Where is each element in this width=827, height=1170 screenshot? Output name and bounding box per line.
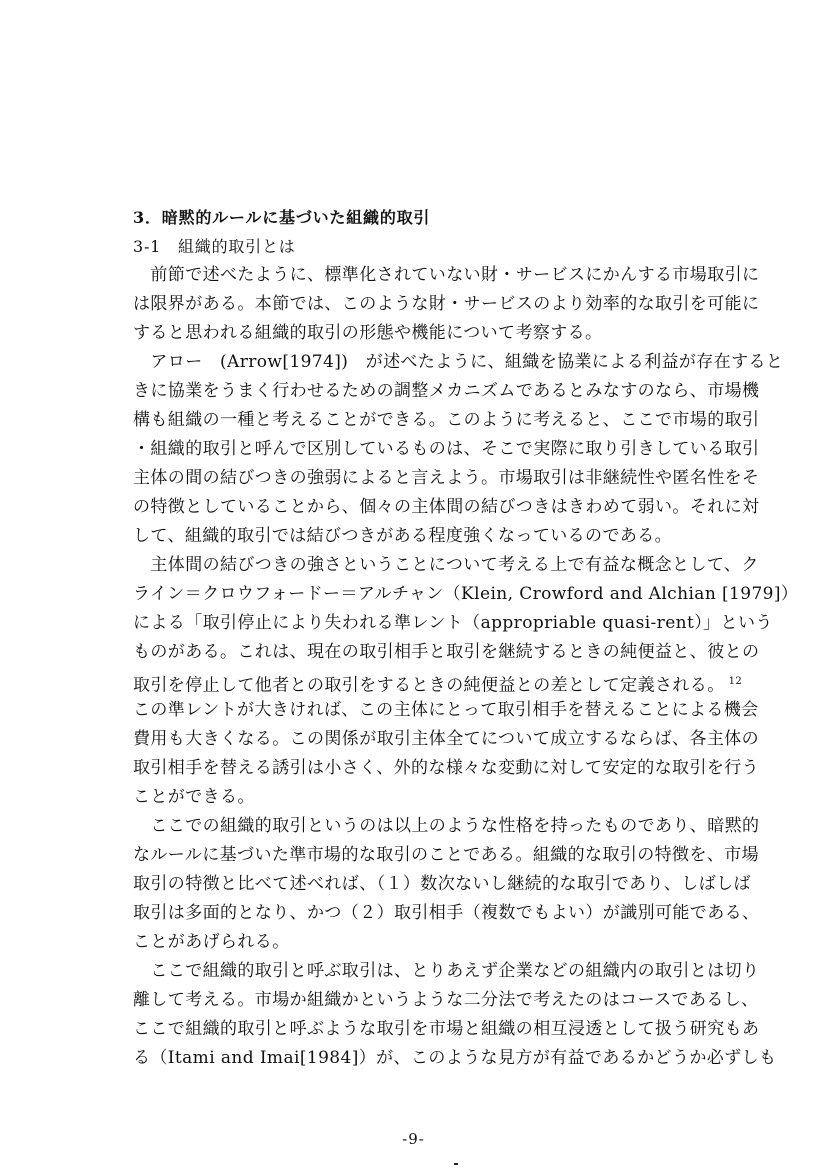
text-line: して、組織的取引では結びつきがある程度強くなっているのである。 — [133, 526, 673, 546]
text-line: 離して考える。市場か組織かというような二分法で考えたのはコースであるし、 — [133, 990, 759, 1010]
page-number: -9- — [402, 1130, 425, 1148]
text-line: 主体の間の結びつきの強弱によると言えよう。市場取引は非継続性や匿名性をそ — [133, 468, 760, 488]
text-line: の特徴としていることから、個々の主体間の結びつきはきわめて弱い。それに対 — [133, 497, 760, 517]
text-line: ここでの組織的取引というのは以上のような性格を持ったものであり、暗黙的 — [133, 816, 760, 836]
text-line: 主体間の結びつきの強さということについて考える上で有益な概念として、ク — [133, 555, 759, 575]
text-line: による「取引停止により失われる準レント（appropriable quasi-rent）」という — [133, 613, 773, 633]
section-headings — [133, 203, 733, 261]
text-line: 取引の特徴と比べて述べれば、（１）数次ないし継続的な取引であり、しばしば — [133, 874, 751, 894]
text-line: ここで組織的取引と呼ぶような取引を市場と組織の相互浸透として扱う研究もあ — [133, 1019, 760, 1039]
text-line: ライン＝クロウフォードー＝アルチャン（Klein, Crowford and Alchian [1979]） — [133, 584, 799, 604]
text-line: ものがある。これは、現在の取引相手と取引を継続するときの純便益と、彼との — [133, 642, 760, 662]
footnote-marker: 12 — [728, 676, 743, 687]
section-heading: 3．暗黙的ルールに基づいた組織的取引 — [133, 208, 431, 227]
text-line: アロー (Arrow[1974]) が述べたように、組織を協業による利益が存在すると — [133, 352, 784, 372]
text-line: 取引は多面的となり、かつ（２）取引相手（複数でもよい）が識別可能である、 — [133, 903, 760, 923]
text-line: 取引を停止して他者との取引をするときの純便益との差として定義される。 — [133, 675, 725, 696]
text-line-with-footnote — [133, 667, 743, 696]
text-line: なルールに基づいた準市場的な取引のことである。組織的な取引の特徴を、市場 — [133, 845, 760, 865]
text-line: る（Itami and Imai[1984]）が、このような見方が有益であるかどうか必ずしも — [133, 1048, 777, 1068]
scan-speck — [454, 1163, 458, 1165]
text-line: 前節で述べたように、標準化されていない財・サービスにかんする市場取引に — [133, 265, 760, 285]
subsection-heading: 3-1 組織的取引とは — [133, 237, 296, 256]
text-line: ここで組織的取引と呼ぶ取引は、とりあえず企業などの組織内の取引とは切り — [133, 961, 760, 981]
body-text — [133, 261, 799, 1073]
text-line: は限界がある。本節では、このような財・サービスのより効率的な取引を可能に — [133, 294, 760, 314]
text-line: ことがあげられる。 — [133, 932, 290, 952]
text-line: ことができる。 — [133, 787, 255, 807]
text-line: 費用も大きくなる。この関係が取引主体全てについて成立するならば、各主体の — [133, 729, 760, 749]
text-line: 取引相手を替える誘引は小さく、外的な様々な変動に対して安定的な取引を行う — [133, 758, 760, 778]
text-line: ・組織的取引と呼んで区別しているものは、そこで実際に取り引きしている取引 — [133, 439, 760, 459]
text-line: この準レントが大きければ、この主体にとって取引相手を替えることによる機会 — [133, 700, 759, 720]
text-line: 構も組織の一種と考えることができる。このように考えると、ここで市場的取引 — [133, 410, 760, 430]
text-line: すると思われる組織的取引の形態や機能について考察する。 — [133, 323, 603, 343]
text-line: きに協業をうまく行わせるための調整メカニズムであるとみなすのなら、市場機 — [133, 381, 760, 401]
